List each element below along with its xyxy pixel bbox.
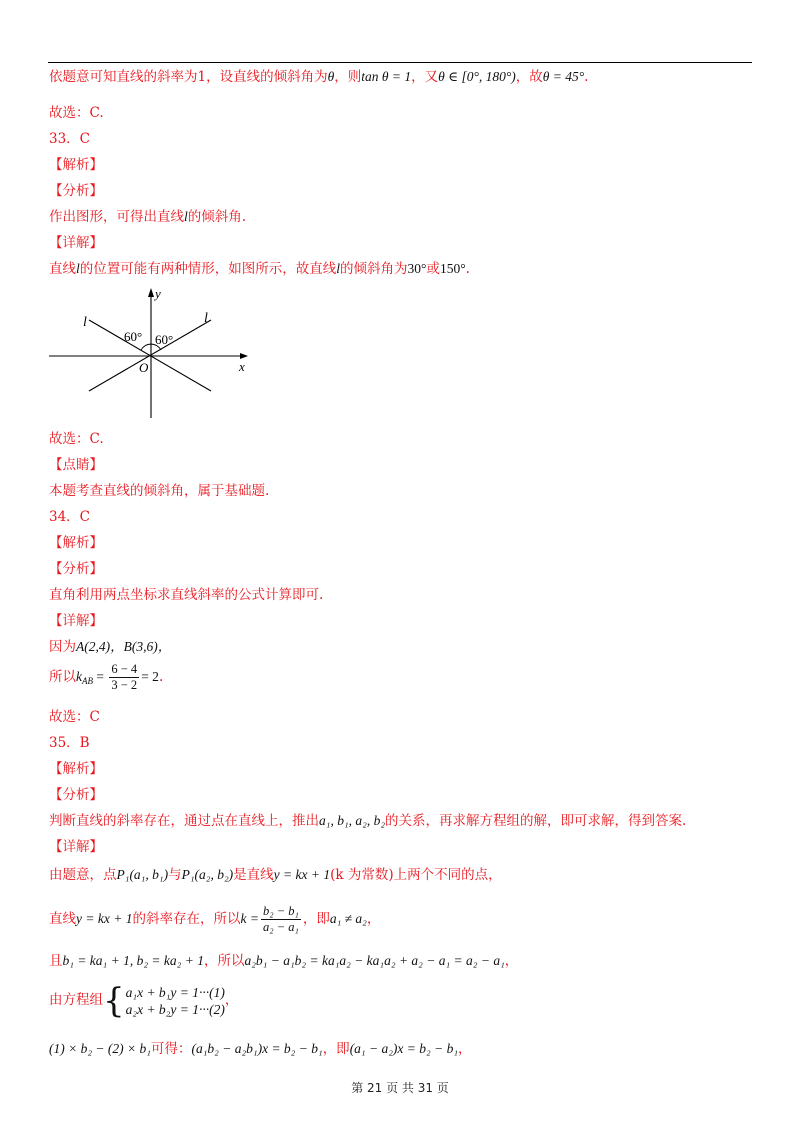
q33-note: 本题考查直线的倾斜角，属于基础题. (49, 483, 270, 499)
equation-system: a₁x + b₁y = 1···(1) a₂x + b₂y = 1···(2) (125, 984, 225, 1017)
origin-label: O (139, 360, 149, 375)
q34-analysis: 直角利用两点坐标求直线斜率的公式计算即可. (49, 587, 324, 603)
y-axis-label: y (155, 286, 161, 301)
left-brace: { (103, 980, 125, 1021)
choose-answer: 故选：C. (49, 431, 104, 447)
line-label-right: l (204, 311, 208, 326)
section-jiexi: 【解析】 (49, 761, 103, 777)
arc-left (141, 344, 151, 350)
q32-conclusion-line: 依题意可知直线的斜率为1，设直线的倾斜角为θ，则tan θ = 1，又θ ∈ [0°, 180°)，故θ = 45°. (49, 69, 589, 85)
section-xiangjie: 【详解】 (49, 613, 103, 629)
q33-detail: 直线l的位置可能有两种情形，如图所示，故直线l的倾斜角为30°或150°. (49, 261, 470, 277)
section-fenxi: 【分析】 (49, 787, 103, 803)
section-fenxi: 【分析】 (49, 183, 103, 199)
q34-given: 因为A(2,4)，B(3,6)， (49, 639, 172, 655)
choose-answer: 故选：C (49, 709, 100, 725)
q35-detail-3: 且b₁ = ka₁ + 1, b₂ = ka₂ + 1，所以a₂b₁ − a₁b₂ = ka₁a₂ − ka₁a₂ + a₂ − a₁ = a₂ − a₁， (49, 953, 519, 969)
slope-fraction: $\frac{6 - 4}{3 - 2}$ (111, 662, 138, 692)
question-number: 33．C (49, 131, 91, 147)
section-xiangjie: 【详解】 (49, 839, 103, 855)
angle-label-right: 60° (155, 332, 174, 347)
header-rule (48, 62, 752, 63)
q33-analysis: 作出图形，可得出直线l的倾斜角. (49, 209, 247, 225)
q34-slope: 所以$k_{AB}$ = $\frac{6 - 4}{3 - 2}$ = 2. (49, 662, 164, 692)
section-jiexi: 【解析】 (49, 157, 103, 173)
q35-analysis: 判断直线的斜率存在，通过点在直线上，推出a₁, b₁, a₂, b₂的关系，再求解方程组的解，即可求解，得到答案. (49, 813, 687, 829)
slope-fraction: $\frac{\text{b₂ − b₁}}{\text{a₂ − a₁}}$ (262, 904, 299, 934)
question-number: 34．C (49, 509, 91, 525)
section-xiangjie: 【详解】 (49, 235, 103, 251)
x-axis-label: x (239, 359, 245, 374)
section-jiexi: 【解析】 (49, 535, 103, 551)
question-number: 35．B (49, 735, 90, 751)
q35-detail-4: 由方程组{ a₁x + b₁y = 1···(1) a₂x + b₂y = 1···(2) ， (49, 980, 239, 1021)
section-fenxi: 【分析】 (49, 561, 103, 577)
inclination-figure (49, 286, 259, 421)
page-footer: 第 21 页 共 31 页 (351, 1081, 449, 1095)
angle-label-left: 60° (124, 329, 143, 344)
q35-detail-2: 直线y = kx + 1的斜率存在，所以k = $\frac{\text{b₂ − b₁}}{\text{a₂ − a₁}}$ ，即a₁ ≠ a₂， (49, 904, 381, 934)
section-dianjing: 【点睛】 (49, 457, 103, 473)
q35-detail-5: (1) × b₂ − (2) × b₁可得：(a₁b₂ − a₂b₁)x = b₂ − b₁，即(a₁ − a₂)x = b₂ − b₁， (49, 1041, 472, 1057)
y-axis-arrow (148, 288, 154, 297)
q35-detail-1: 由题意，点P₁(a₁, b₁)与P₁(a₂, b₂)是直线y = kx + 1(k 为常数)上两个不同的点， (49, 867, 502, 883)
line-label-left: l (83, 315, 87, 330)
choose-answer: 故选：C. (49, 105, 104, 121)
